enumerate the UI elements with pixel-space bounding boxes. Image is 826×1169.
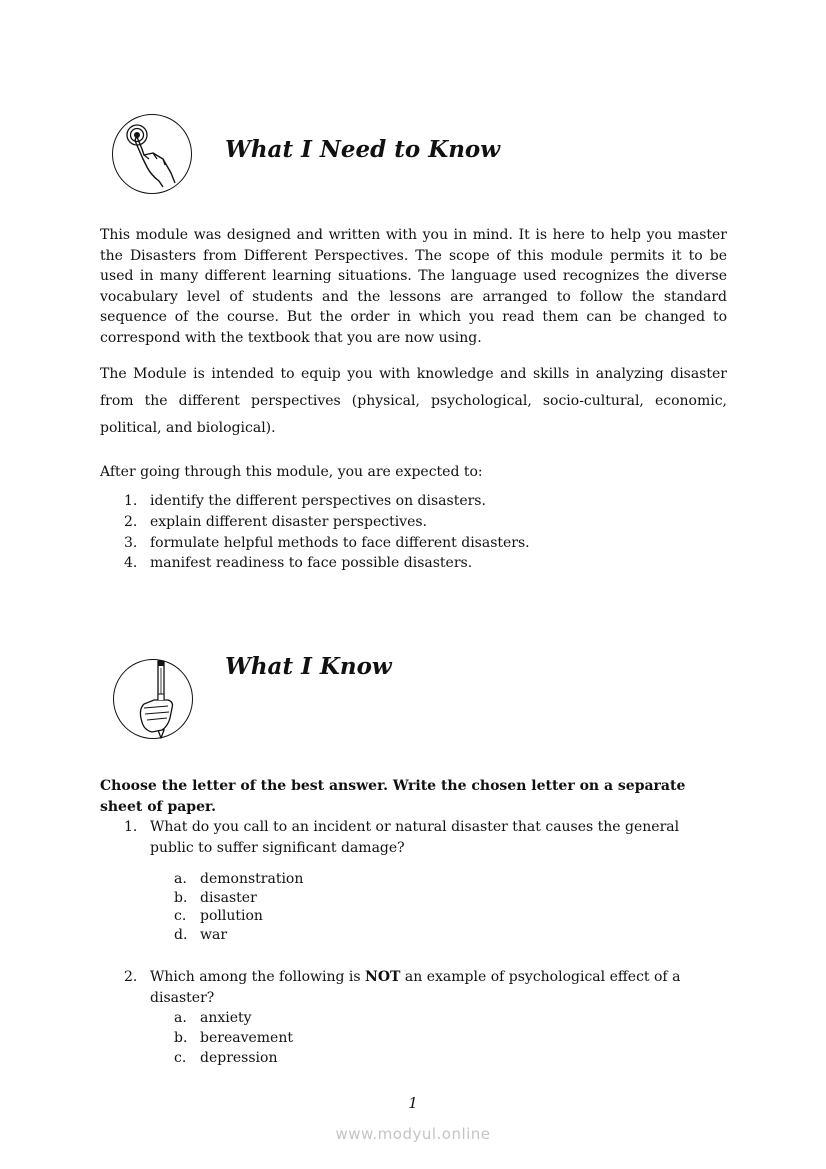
option-b[interactable]: b. disaster (174, 889, 257, 906)
question-1-options (174, 870, 303, 946)
option-b[interactable]: b. bereavement (174, 1030, 293, 1046)
watermark: www.modyul.online (335, 1125, 491, 1143)
question-text: What do you call to an incident or natural disaster that causes the general public to suffer significant damage? (150, 819, 680, 856)
option-a[interactable]: a. demonstration (174, 871, 304, 887)
emphasis-not: NOT (365, 969, 401, 985)
question-number: 2. (124, 969, 138, 985)
question-text: Which among the following is NOT an example of psychological effect of a disaster? (150, 969, 681, 1006)
instructions: Choose the letter of the best answer. Write the chosen letter on a separate sheet of paper. (100, 778, 686, 815)
option-c[interactable]: c. depression (174, 1050, 278, 1066)
question-2 (124, 967, 724, 1008)
hand-pointing-icon (112, 114, 192, 194)
section-title-what-i-need-to-know: What I Need to Know (225, 136, 501, 163)
option-d[interactable]: d. war (174, 926, 228, 943)
question-2-options (174, 1008, 293, 1068)
page-number: 1 (408, 1094, 418, 1112)
section-title-what-i-know: What I Know (225, 653, 392, 680)
objectives-intro: After going through this module, you are expected to: (100, 464, 483, 480)
question-number: 1. (124, 819, 138, 835)
option-c[interactable]: c. pollution (174, 908, 263, 924)
objectives-list (124, 491, 530, 574)
option-a[interactable]: a. anxiety (174, 1010, 252, 1026)
list-item: 1. identify the different perspectives on disasters. (124, 493, 486, 509)
question-1 (124, 817, 724, 858)
list-item: 3. formulate helpful methods to face different disasters. (124, 534, 530, 551)
intro-paragraph: This module was designed and written with you in mind. It is here to help you master the Disasters from Different Perspectives. The scope of this module permits it to be used in many different learning situations. The language used recognizes the diverse vocabulary level of students and the lessons are arranged to follow the standard sequence of the course. But the order in which you read them can be changed to correspond with the textbook that you are now using. (100, 227, 727, 346)
list-item: 4. manifest readiness to face possible disasters. (124, 555, 473, 572)
module-purpose-paragraph: The Module is intended to equip you with knowledge and skills in analyzing disaster from the different perspectives (physical, psychological, socio-cultural, economic, political, and biological). (100, 366, 727, 436)
list-item: 2. explain different disaster perspectives. (124, 513, 428, 530)
hand-holding-pencil-icon (113, 659, 193, 739)
